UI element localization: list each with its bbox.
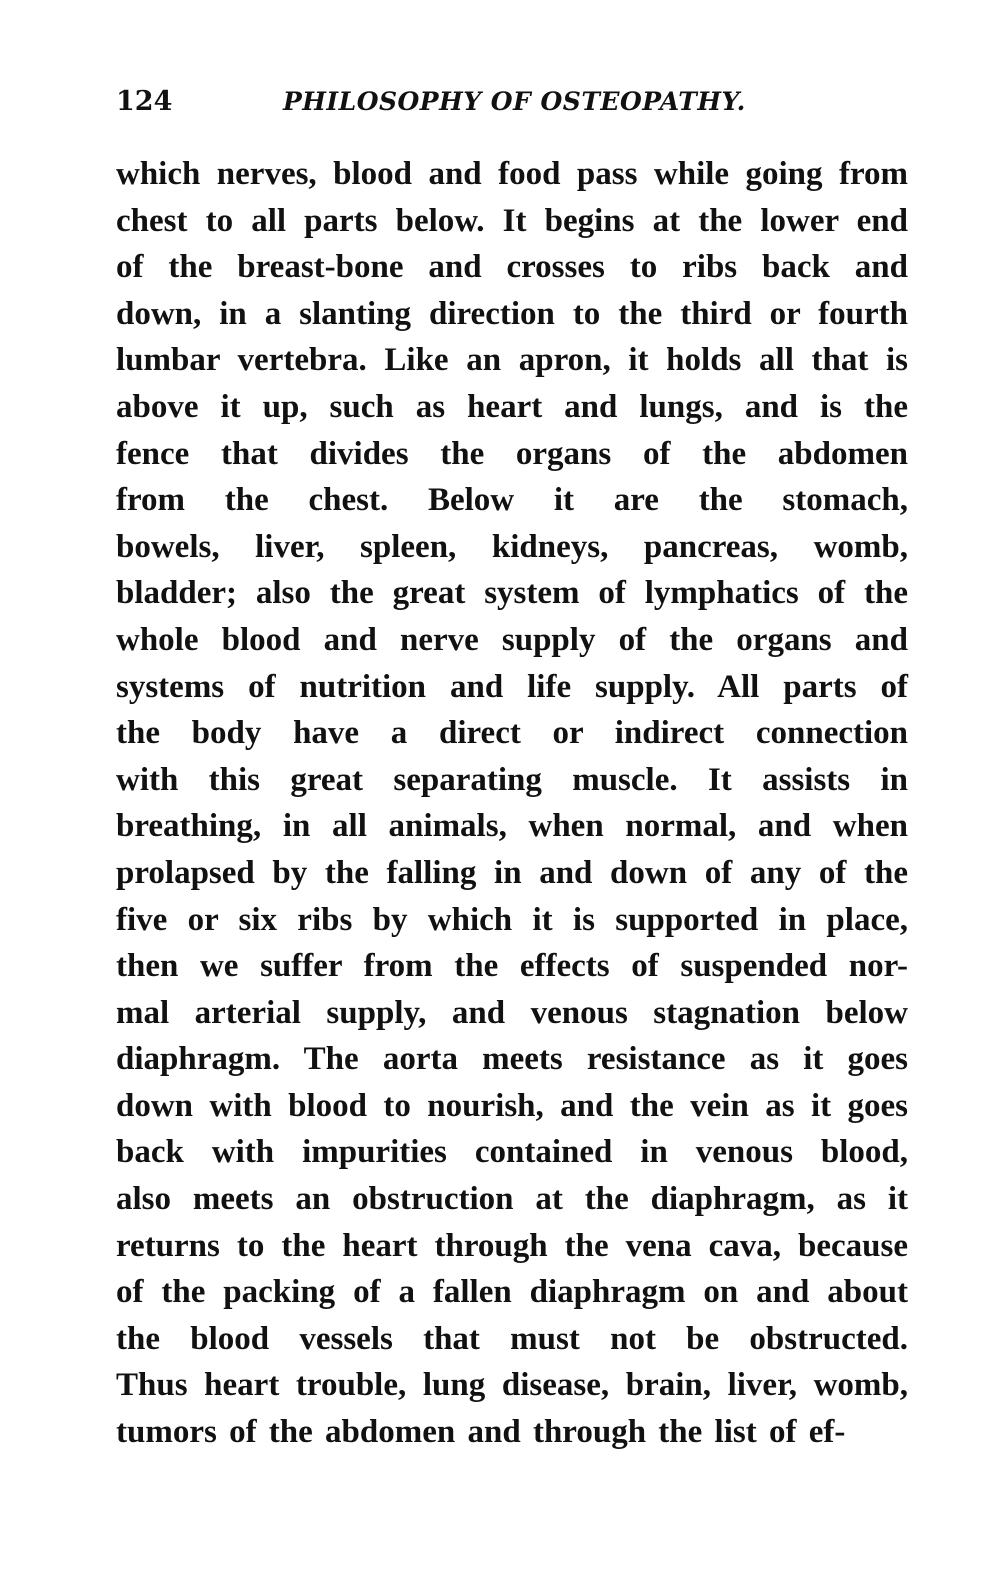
text-line-22: back with impurities contained in venous blood,	[116, 1134, 908, 1171]
text-line-18: then we suffer from the effects of suspended nor-	[116, 948, 908, 985]
text-line-26: the blood vessels that must not be obstructed.	[116, 1320, 908, 1357]
page-number: 124	[116, 86, 173, 117]
text-line-13: the body have a direct or indirect connection	[116, 715, 908, 752]
text-line-11: whole blood and nerve supply of the organs and	[116, 621, 908, 658]
text-line-1: which nerves, blood and food pass while going from	[116, 156, 908, 192]
text-line-21: down with blood to nourish, and the vein as it goes	[116, 1087, 908, 1124]
text-line-19: mal arterial supply, and venous stagnation below	[116, 994, 908, 1031]
text-line-16: prolapsed by the falling in and down of any of the	[116, 854, 908, 891]
text-line-20: diaphragm. The aorta meets resistance as it goes	[116, 1041, 908, 1078]
text-line-12: systems of nutrition and life supply. All parts of	[116, 668, 908, 705]
text-line-27: Thus heart trouble, lung disease, brain, liver, womb,	[116, 1367, 908, 1404]
text-line-2: chest to all parts below. It begins at the lower end	[116, 202, 908, 239]
text-line-23: also meets an obstruction at the diaphragm, as it	[116, 1181, 908, 1218]
text-line-17: five or six ribs by which it is supported in place,	[116, 901, 908, 938]
text-line-3: of the breast-bone and crosses to ribs back and	[116, 249, 908, 286]
text-line-8: from the chest. Below it are the stomach,	[116, 482, 908, 519]
text-line-14: with this great separating muscle. It assists in	[116, 761, 908, 798]
text-line-25: of the packing of a fallen diaphragm on and about	[116, 1274, 908, 1311]
text-line-5: lumbar vertebra. Like an apron, it holds all that is	[116, 342, 908, 379]
text-line-7: fence that divides the organs of the abdomen	[116, 435, 908, 472]
text-line-28: tumors of the abdomen and through the list of ef-	[116, 1414, 846, 1451]
text-line-6: above it up, such as heart and lungs, and is the	[116, 388, 908, 425]
page-header	[116, 84, 908, 124]
running-title: PHILOSOPHY OF OSTEOPATHY.	[283, 87, 746, 116]
text-line-24: returns to the heart through the vena cava, because	[116, 1227, 908, 1264]
body-paragraph	[116, 151, 908, 1456]
text-line-4: down, in a slanting direction to the third or fourth	[116, 295, 908, 332]
text-line-15: breathing, in all animals, when normal, and when	[116, 808, 908, 845]
text-line-9: bowels, liver, spleen, kidneys, pancreas, womb,	[116, 528, 908, 565]
text-line-10: bladder; also the great system of lymphatics of the	[116, 575, 908, 612]
